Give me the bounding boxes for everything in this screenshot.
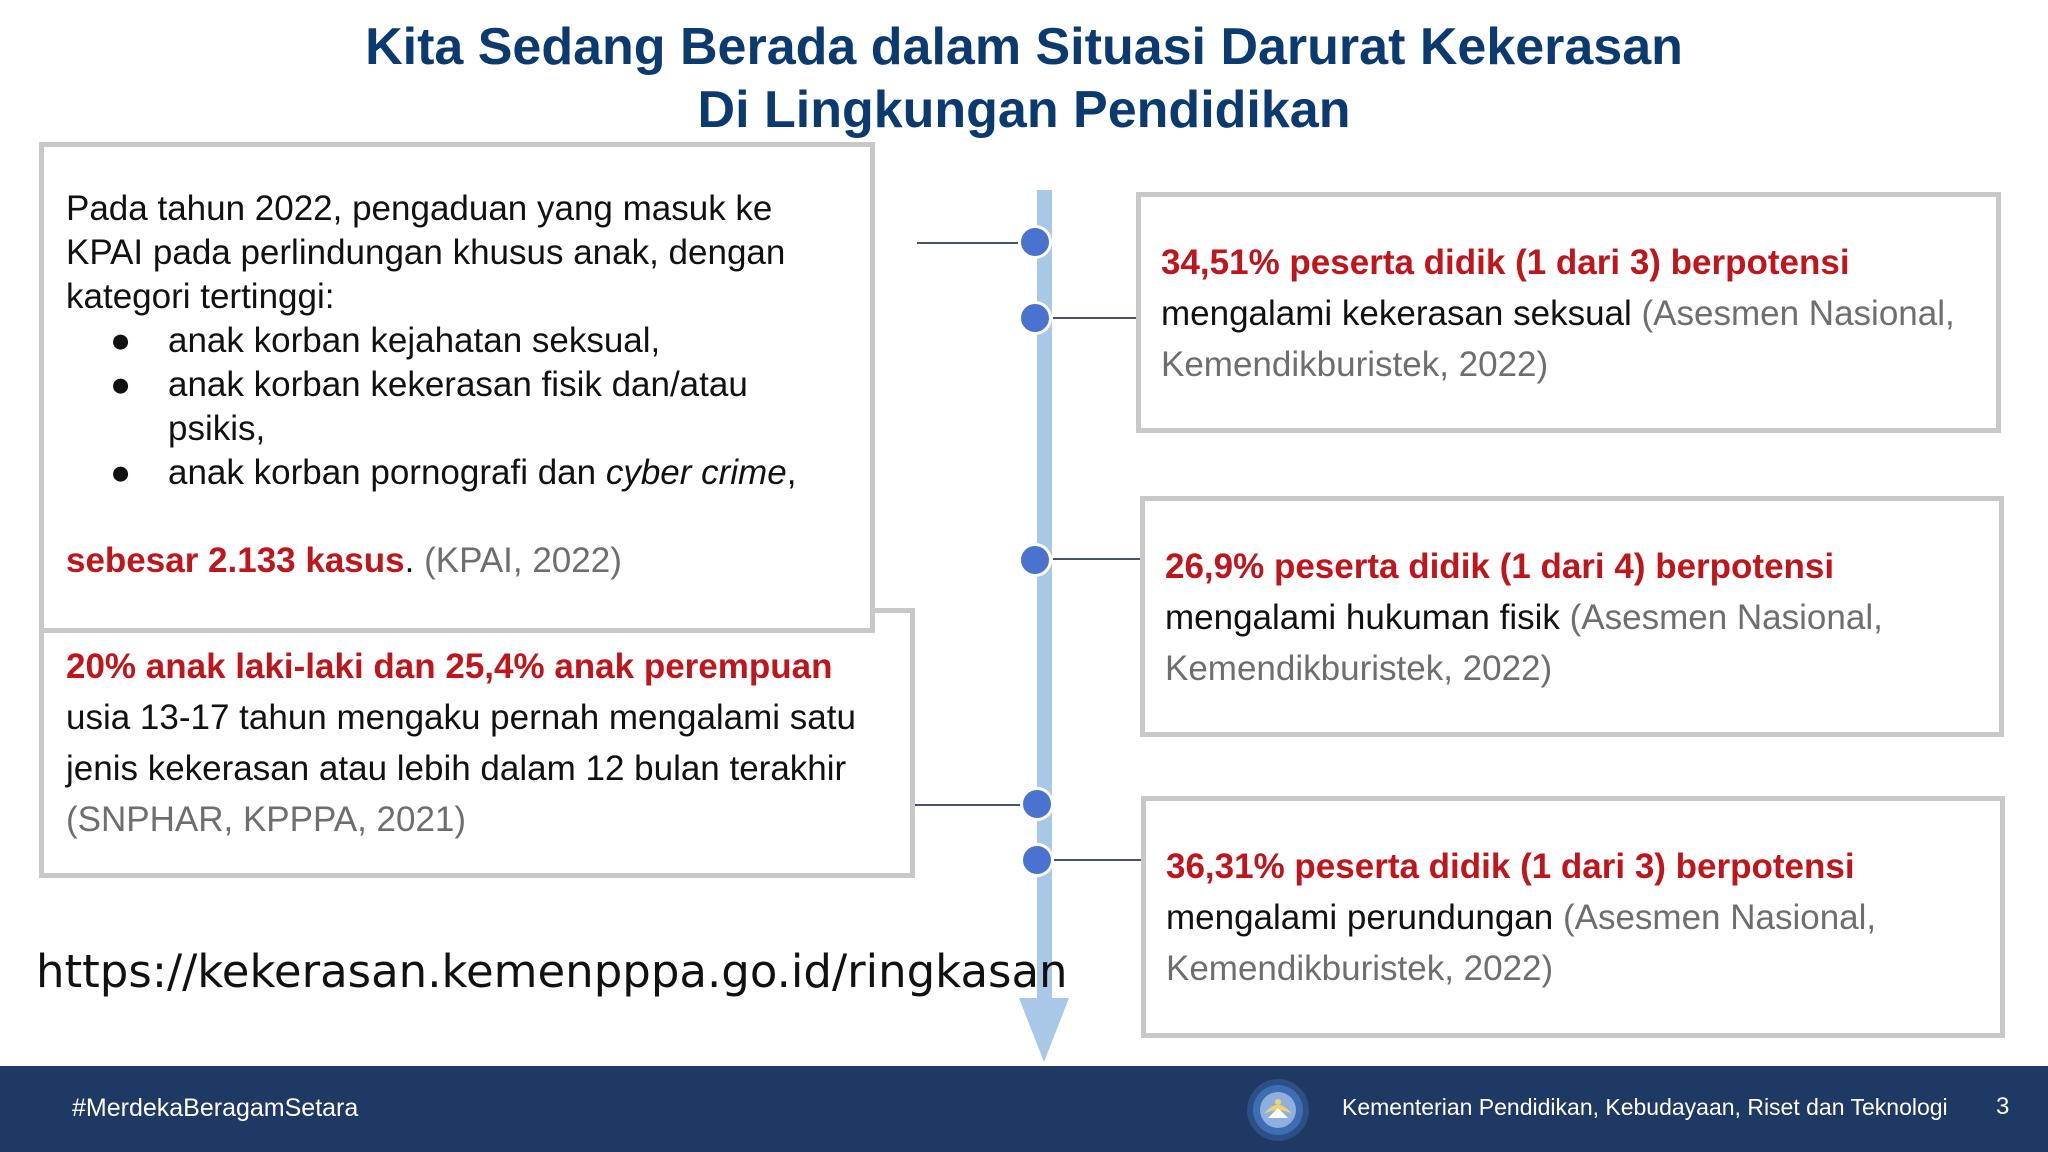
stat-highlight: 34,51% peserta didik (1 dari 3) berpotensi (1161, 243, 1850, 282)
stat-box-bullying (1141, 796, 2005, 1038)
timeline-node-4 (1020, 787, 1054, 821)
kpai-source: (KPAI, 2022) (414, 541, 622, 580)
title-line-2: Di Lingkungan Pendidikan (697, 81, 1351, 139)
timeline-node-2 (1018, 301, 1052, 335)
stat-body: mengalami kekerasan seksual (1161, 294, 1632, 333)
kpai-bullet-item: ● anak korban pornografi dan cyber crime, (66, 451, 826, 495)
connector-right-2 (1053, 558, 1143, 560)
kpai-total: sebesar 2.133 kasus. (KPAI, 2022) (66, 541, 622, 580)
timeline-node-1 (1018, 225, 1052, 259)
footer-bar (0, 1066, 2048, 1152)
bullet-dot-icon: ● (110, 321, 132, 360)
snphar-body: usia 13-17 tahun mengaku pernah mengalami satu jenis kekerasan atau lebih dalam 12 bulan terakhir (66, 698, 856, 788)
snphar-source: (SNPHAR, KPPPA, 2021) (66, 800, 467, 839)
cyber-crime-term: cyber crime (605, 453, 787, 492)
footer-hashtag: #MerdekaBeragamSetara (72, 1094, 359, 1122)
snphar-highlight: 20% anak laki-laki dan 25,4% anak perempuan (66, 647, 833, 686)
stat-source: (Asesmen Nasional, Kemendikburistek, 2022) (1161, 294, 1955, 384)
kpai-bullet-item: ● anak korban kekerasan fisik dan/atau psikis, (110, 365, 748, 448)
stat-source: (Asesmen Nasional, Kemendikburistek, 2022) (1166, 898, 1877, 988)
bullet-dot-icon: ● (110, 453, 132, 492)
kpai-highlight: sebesar 2.133 kasus (66, 541, 405, 580)
stat-highlight: 36,31% peserta didik (1 dari 3) berpotensi (1166, 847, 1855, 886)
kpai-box (39, 142, 875, 633)
bullet-dot-icon: ● (110, 365, 132, 404)
timeline-node-5 (1020, 843, 1054, 877)
stat-box-physical-punishment (1140, 496, 2004, 737)
kpai-bullet-item: ● anak korban kejahatan seksual, (66, 319, 826, 363)
page-number: 3 (1996, 1093, 2010, 1120)
stat-body: mengalami hukuman fisik (1165, 598, 1560, 637)
source-url: https://kekerasan.kemenpppa.go.id/ringkasan (36, 945, 1068, 998)
kpai-bullet-list (66, 319, 826, 495)
snphar-box (39, 608, 915, 878)
timeline-node-3 (1018, 543, 1052, 577)
stat-box-sexual-violence (1136, 192, 2001, 433)
connector-right-3 (1053, 859, 1144, 861)
stat-highlight: 26,9% peserta didik (1 dari 4) berpotensi (1165, 547, 1835, 586)
connector-snphar (912, 804, 1036, 806)
slide-title (0, 16, 2048, 142)
tut-wuri-handayani-logo-icon (1246, 1078, 1310, 1142)
kpai-intro: Pada tahun 2022, pengaduan yang masuk ke KPAI pada perlindungan khusus anak, dengan kategori tertinggi: (66, 189, 786, 316)
stat-source: (Asesmen Nasional, Kemendikburistek, 2022) (1165, 598, 1883, 688)
connector-right-1 (1053, 317, 1139, 319)
stat-body: mengalami perundungan (1166, 898, 1554, 937)
footer-ministry: Kementerian Pendidikan, Kebudayaan, Riset dan Teknologi (1342, 1094, 1948, 1120)
title-line-1: Kita Sedang Berada dalam Situasi Darurat Kekerasan (365, 18, 1683, 76)
